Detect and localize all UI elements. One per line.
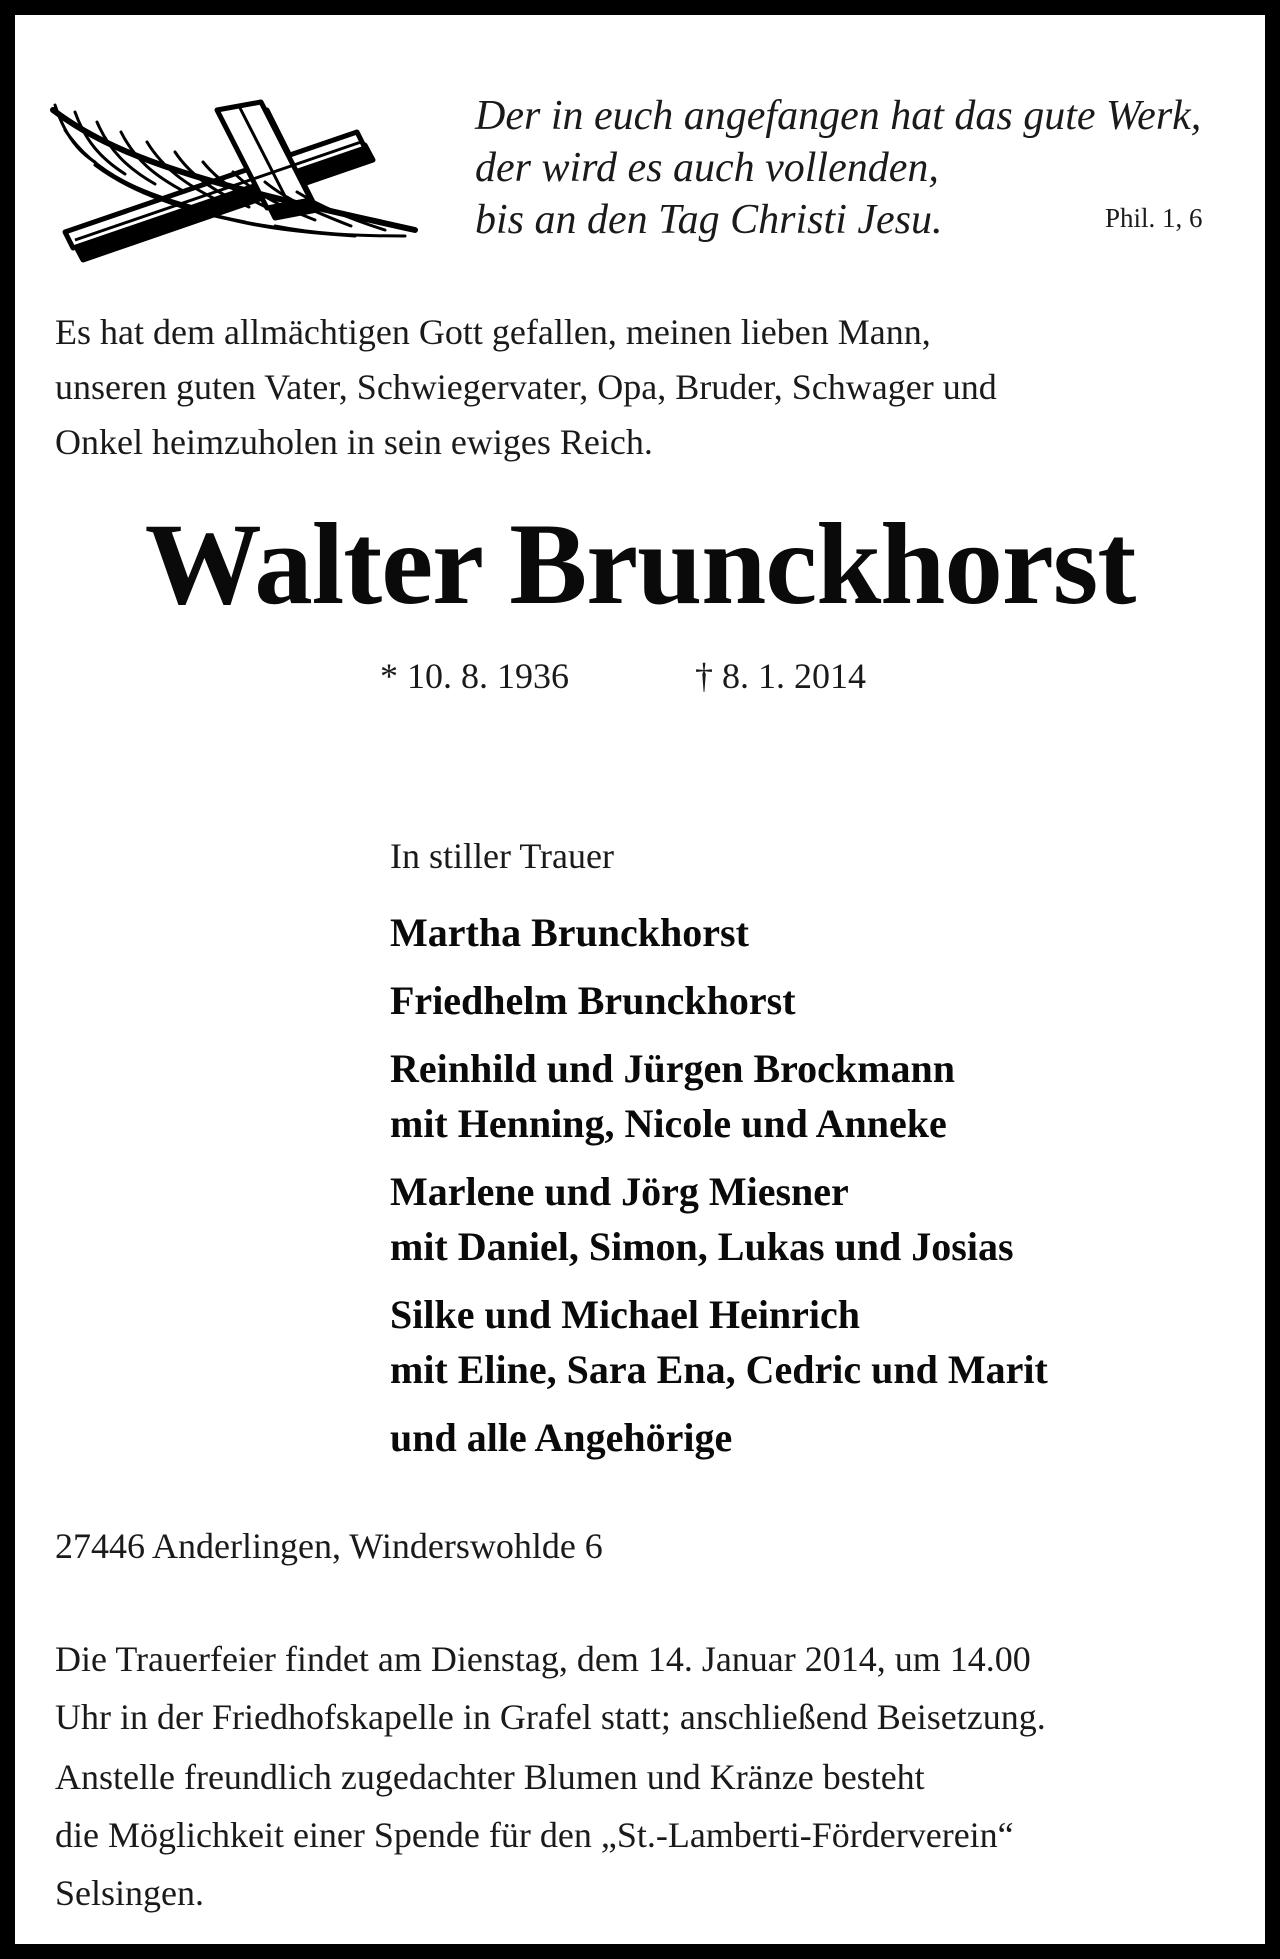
mourner-line: Reinhild und Jürgen Brockmann [390, 1046, 955, 1091]
mourner-line: mit Eline, Sara Ena, Cedric und Marit [390, 1347, 1048, 1392]
funeral-line: Die Trauerfeier findet am Dienstag, dem 14. Januar 2014, um 14.00 [55, 1639, 1031, 1679]
funeral-info [55, 1630, 1046, 1746]
mourner-line: mit Henning, Nicole und Anneke [390, 1101, 947, 1146]
mourner-line: Martha Brunckhorst [390, 910, 749, 955]
death-date: † 8. 1. 2014 [695, 656, 866, 696]
bible-verse [475, 90, 1201, 246]
obituary-notice [15, 15, 1265, 1944]
mourner-line: und alle Angehörige [390, 1415, 733, 1460]
mourner-group [390, 973, 1048, 1028]
donation-line: die Möglichkeit einer Spende für den „St.-Lamberti-Förderverein“ [55, 1815, 1014, 1855]
mourning-heading: In stiller Trauer [390, 836, 614, 876]
mourner-group [390, 1410, 1048, 1465]
verse-line: bis an den Tag Christi Jesu. [475, 197, 943, 243]
mourners-list [390, 905, 1048, 1478]
cross-with-palm-frond-icon [35, 70, 455, 270]
intro-line: Es hat dem allmächtigen Gott gefallen, meinen lieben Mann, [55, 312, 931, 352]
intro-line: unseren guten Vater, Schwiegervater, Opa, Bruder, Schwager und [55, 367, 997, 407]
intro-text [55, 305, 1235, 470]
mourner-group [390, 1164, 1048, 1274]
mourner-line: Friedhelm Brunckhorst [390, 978, 796, 1023]
family-address: 27446 Anderlingen, Winderswohlde 6 [55, 1526, 603, 1566]
mourner-group [390, 1287, 1048, 1397]
verse-line: Der in euch angefangen hat das gute Werk, [475, 93, 1202, 139]
mourner-group [390, 905, 1048, 960]
donation-line: Selsingen. [55, 1873, 204, 1913]
birth-date: * 10. 8. 1936 [380, 656, 569, 696]
verse-line: der wird es auch vollenden, [475, 145, 939, 191]
verse-reference: Phil. 1, 6 [1105, 203, 1203, 233]
mourner-line: Marlene und Jörg Miesner [390, 1169, 849, 1214]
deceased-name: Walter Brunckhorst [144, 500, 1136, 629]
intro-line: Onkel heimzuholen in sein ewiges Reich. [55, 422, 653, 462]
funeral-line: Uhr in der Friedhofskapelle in Grafel statt; anschließend Beisetzung. [55, 1697, 1046, 1737]
mourner-line: mit Daniel, Simon, Lukas und Josias [390, 1224, 1014, 1269]
mourner-group [390, 1041, 1048, 1151]
donation-info [55, 1748, 1014, 1922]
mourner-line: Silke und Michael Heinrich [390, 1292, 861, 1337]
donation-line: Anstelle freundlich zugedachter Blumen und Kränze besteht [55, 1757, 925, 1797]
